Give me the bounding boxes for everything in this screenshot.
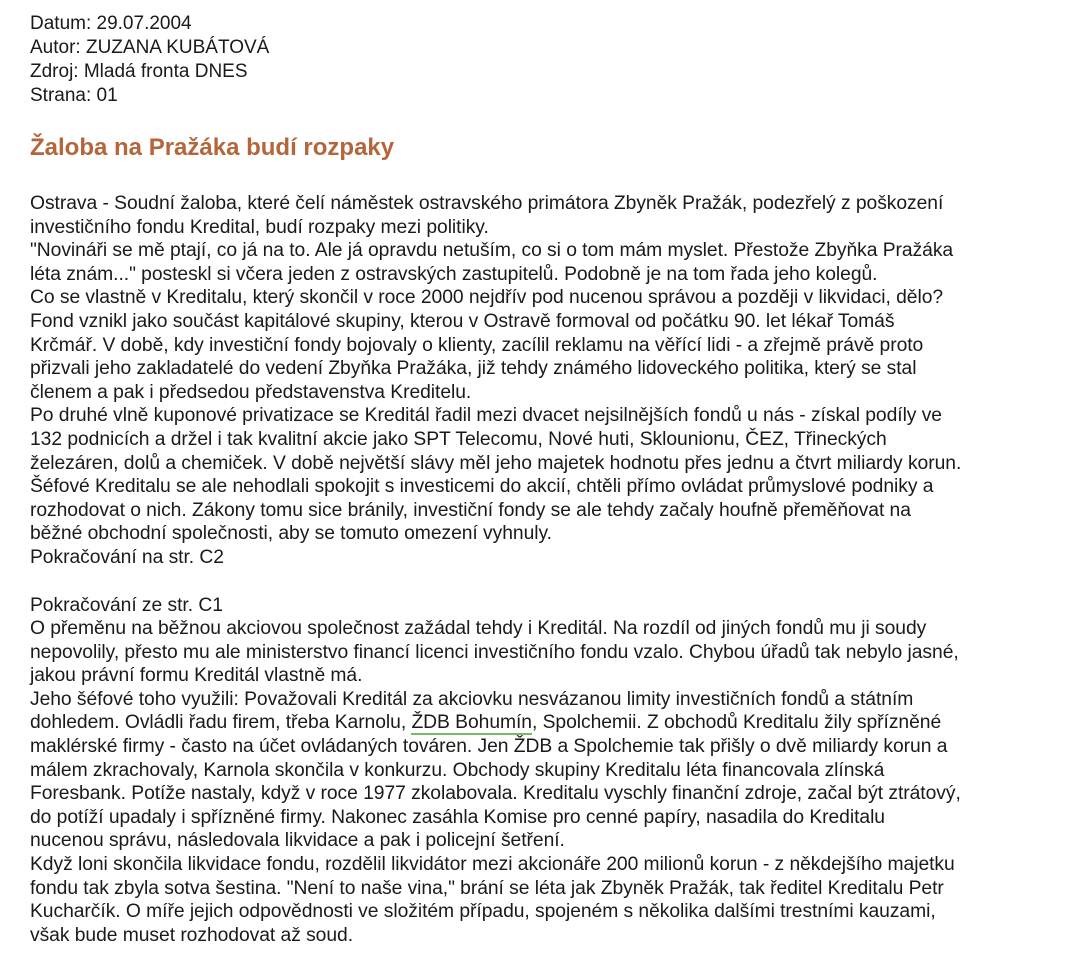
paragraph-line: však bude muset rozhodovat až soud. bbox=[30, 924, 354, 946]
paragraph-line: Ostrava - Soudní žaloba, které čelí náměstek ostravského primátora Zbyněk Pražák, podezřelý z poškození bbox=[30, 193, 944, 214]
paragraph-line: investičního fondu Kredital, budí rozpaky mezi politiky. bbox=[30, 216, 489, 238]
article-title: Žaloba na Pražáka budí rozpaky bbox=[30, 134, 395, 161]
paragraph-line: Když loni skončila likvidace fondu, rozdělil likvidátor mezi akcionáře 200 milionů korun - z někdejšího majetku bbox=[30, 854, 955, 876]
paragraph-line: "Novináři se mě ptají, co já na to. Ale já opravdu netuším, co si o tom mám myslet. Přestože Zbyňka Pražáka bbox=[30, 240, 954, 262]
paragraph-line: železáren, dolů a chemiček. V době největší slávy měl jeho majetek hodnotu přes jednu a čtvrt miliardy korun. bbox=[30, 452, 962, 474]
highlight-line-before: dohledem. Ovládli řadu firem, třeba Karnolu, bbox=[30, 712, 412, 734]
meta-author: Autor: ZUZANA KUBÁTOVÁ bbox=[30, 37, 270, 58]
paragraph-line-with-highlight bbox=[30, 711, 1060, 735]
paragraph-line: jakou právní formu Kreditál vlastně má. bbox=[30, 665, 363, 687]
paragraph-line: fondu tak zbyla sotva šestina. "Není to naše vina," brání se léta jak Zbyněk Pražák, tak ředitel Kreditalu Petr bbox=[30, 877, 944, 899]
article-body-part2 bbox=[30, 594, 1060, 948]
paragraph-line: členem a pak i předsedou představenstva Kreditelu. bbox=[30, 381, 472, 403]
continuation-note: Pokračování na str. C2 bbox=[30, 546, 224, 568]
paragraph-line: rozhodovat o nich. Zákony tomu sice bránily, investiční fondy se ale tehdy začaly houfně přeměňovat na bbox=[30, 499, 911, 521]
article-body-part1 bbox=[30, 192, 1060, 570]
meta-source: Zdroj: Mladá fronta DNES bbox=[30, 61, 248, 82]
paragraph-line: nepovolily, přesto mu ale ministerstvo financí licenci investičního fondu vzalo. Chybou úřadů tak nebylo jasné, bbox=[30, 641, 959, 663]
paragraph-line: Co se vlastně v Kreditalu, který skončil v roce 2000 nejdřív pod nucenou správou a později v likvidaci, dělo? bbox=[30, 287, 944, 309]
paragraph-line: Jeho šéfové toho využili: Považovali Kreditál za akciovku nesvázanou limity investičních fondů a státním bbox=[30, 688, 914, 710]
document bbox=[30, 12, 1060, 947]
paragraph-line: málem zkrachovaly, Karnola skončila v konkurzu. Obchody skupiny Kreditalu léta financovala zlínská bbox=[30, 759, 885, 781]
highlight-line-after: , Spolchemii. Z obchodů Kreditalu žily spřízněné bbox=[531, 712, 942, 734]
article-metadata bbox=[30, 12, 1060, 108]
paragraph-line: do potíží upadaly i spřízněné firmy. Nakonec zasáhla Komise pro cenné papíry, nasadila do Kreditalu bbox=[30, 806, 885, 828]
paragraph-line: nucenou správu, následovala likvidace a pak i policejní šetření. bbox=[30, 830, 565, 852]
meta-page: Strana: 01 bbox=[30, 85, 118, 106]
paragraph-line: O přeměnu na běžnou akciovou společnost zažádal tehdy i Kreditál. Na rozdíl od jiných fondů mu ji soudy bbox=[30, 618, 927, 640]
continuation-note: Pokračování ze str. C1 bbox=[30, 594, 223, 616]
paragraph-line: Foresbank. Potíže nastaly, když v roce 1977 zkolabovala. Kreditalu vyschly finanční zdroje, začal být ztrátový, bbox=[30, 783, 961, 805]
paragraph-line: Po druhé vlně kuponové privatizace se Kreditál řadil mezi dvacet nejsilnějších fondů u nás - získal podíly ve bbox=[30, 405, 942, 427]
paragraph-line: Kucharčík. O míře jejich odpovědnosti ve složitém případu, spojeném s několika dalšími trestními kauzami, bbox=[30, 901, 936, 923]
paragraph-line: Šéfové Kreditalu se ale nehodlali spokojit s investicemi do akcií, chtěli přímo ovládat průmyslové podniky a bbox=[30, 476, 934, 498]
paragraph-line: přizvali jeho zakladatelé do vedení Zbyňka Pražáka, již tehdy známého lidoveckého politika, který se stal bbox=[30, 358, 917, 380]
highlighted-term: ŽDB Bohumín bbox=[411, 712, 532, 734]
paragraph-line: 132 podnicích a držel i tak kvalitní akcie jako SPT Telecomu, Nové huti, Sklounionu, ČEZ, Třineckých bbox=[30, 428, 887, 450]
paragraph-line: běžné obchodní společnosti, aby se tomuto omezení vyhnuly. bbox=[30, 523, 552, 545]
paragraph-line: Krčmář. V době, kdy investiční fondy bojovaly o klienty, zacílil reklamu na věřící lidi - a zřejmě právě proto bbox=[30, 334, 924, 356]
paragraph-line: Fond vznikl jako součást kapitálové skupiny, kterou v Ostravě formoval od počátku 90. let lékař Tomáš bbox=[30, 310, 895, 332]
meta-date: Datum: 29.07.2004 bbox=[30, 13, 192, 34]
paragraph-line: maklérské firmy - často na účet ovládaných továren. Jen ŽDB a Spolchemie tak přišly o dvě miliardy korun a bbox=[30, 736, 948, 758]
paragraph-line: léta znám..." posteskl si včera jeden z ostravských zastupitelů. Podobně je na tom řada jeho kolegů. bbox=[30, 263, 878, 285]
